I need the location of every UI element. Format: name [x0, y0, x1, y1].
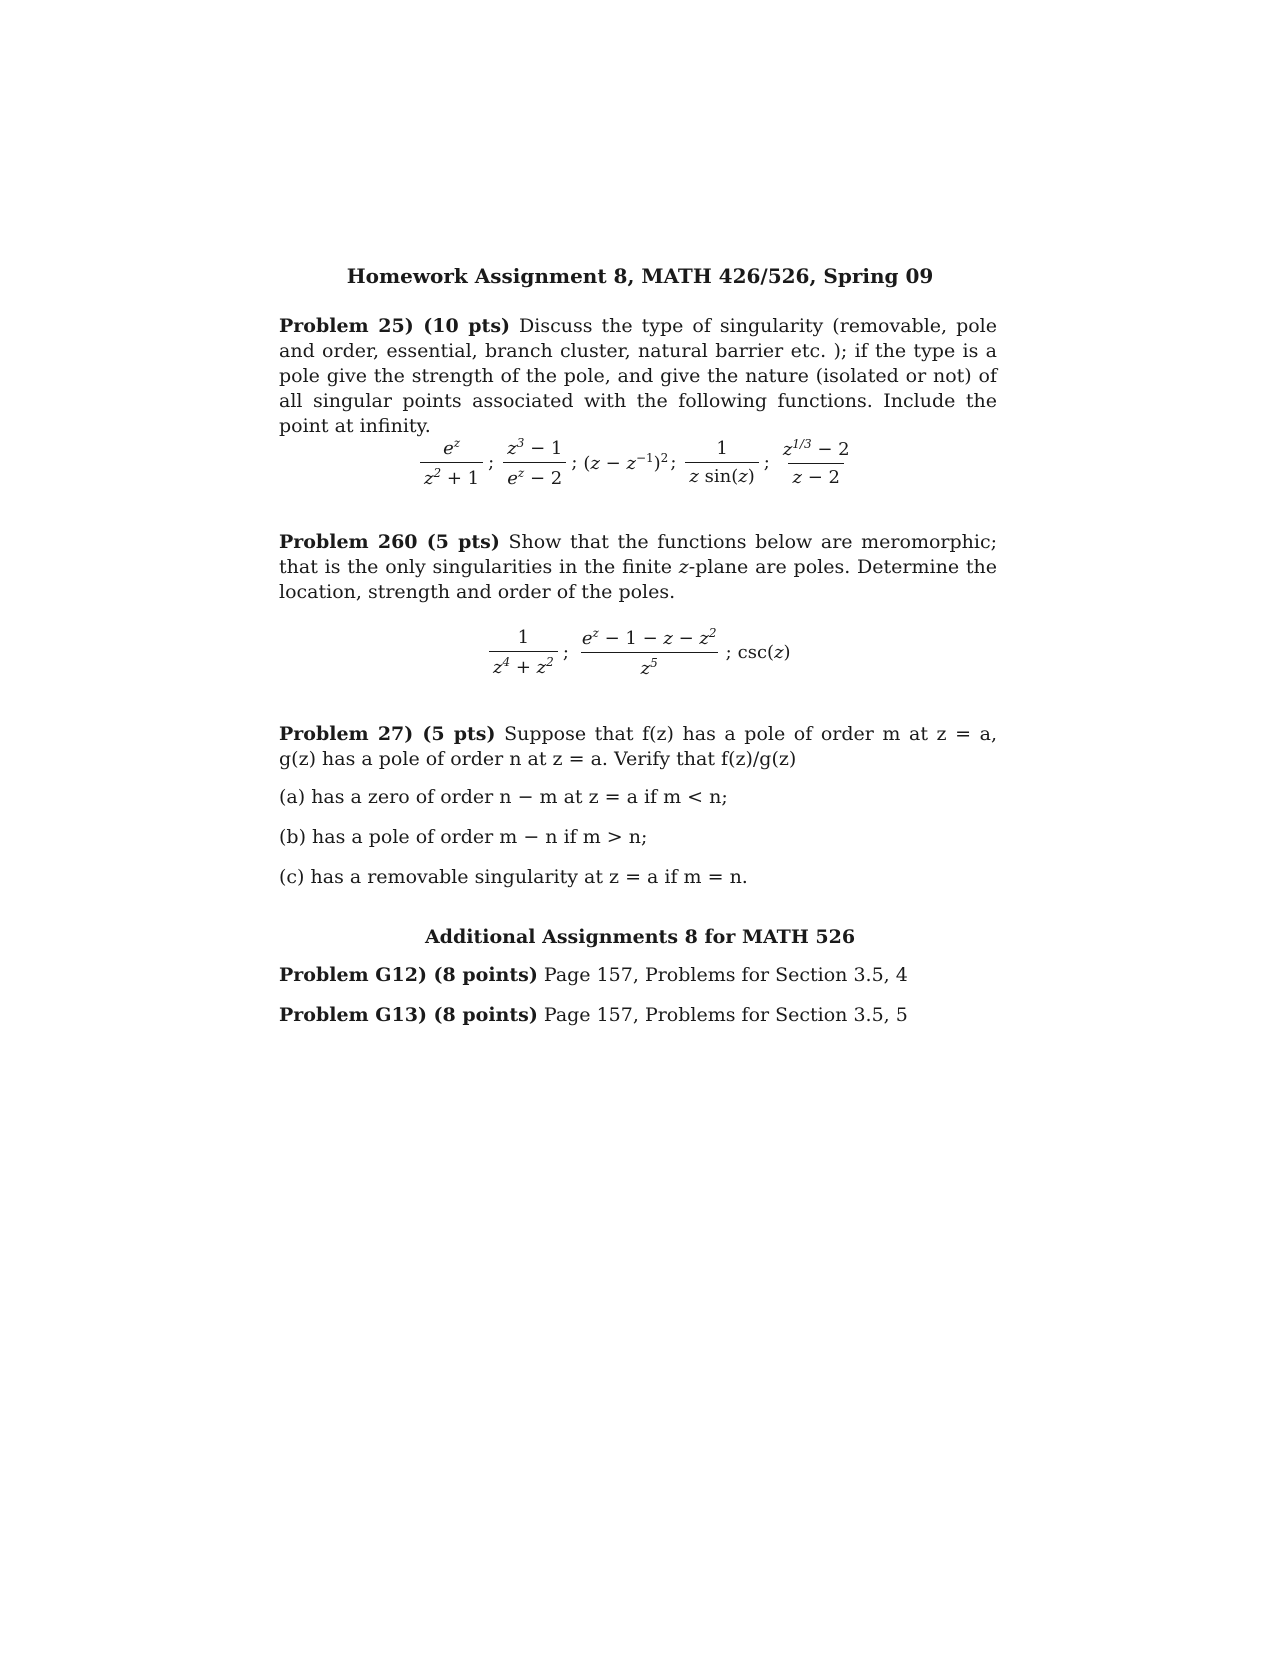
problem-27-label: Problem 27) (5 pts) [279, 723, 496, 745]
problem-g12 [279, 964, 908, 986]
problem-260-label: Problem 260 (5 pts) [279, 531, 500, 553]
function-z-minus-inverse-squared: $(z - z^{-1})^2$ [583, 451, 669, 474]
problem-27-item-b: (b) has a pole of order m − n if m > n; [279, 826, 648, 848]
function-exp-series-over-z5: $\frac{e^z - 1 - z - z^2}{z^5}$ [581, 626, 717, 679]
function-z3-minus-1-over-exp-minus-2: $\frac{z^3 - 1}{e^z - 2}$ [503, 436, 566, 489]
additional-assignments-title: Additional Assignments 8 for MATH 526 [424, 926, 856, 948]
problem-25-functions: $\frac{e^z}{z^2 + 1}$ ; $\frac{z^3 - 1}{e^z - 2}$ ; $(z - z^{-1})^2$ ; $\frac{1}{\text{z sin(z)}}$ ; $\frac{z^{1/3} - 2}{z - 2}$ [417, 436, 857, 489]
problem-260-z: z [678, 556, 689, 578]
problem-27-item-a: (a) has a zero of order n − m at z = a if m < n; [279, 786, 728, 808]
problem-g13-label: Problem G13) (8 points) [279, 1004, 538, 1026]
function-exp-over-z2-plus-1: $\frac{e^z}{z^2 + 1}$ [420, 436, 483, 489]
problem-25-label: Problem 25) (10 pts) [279, 315, 511, 337]
problem-260-functions: $\frac{1}{z^4 + z^2}$ ; $\frac{e^z - 1 - z - z^2}{z^5}$ ; csc(z) [486, 626, 791, 679]
problem-260-text-b: -plane are poles. Determine the location, strength and order of the poles. [279, 556, 997, 603]
function-cube-root-minus-2: $\frac{z^{1/3} - 2}{z - 2}$ [782, 437, 850, 488]
problem-g13-text: Page 157, Problems for Section 3.5, 5 [543, 1004, 908, 1026]
function-csc: csc(z) [737, 642, 791, 663]
problem-27-paragraph [279, 722, 997, 772]
problem-25-text: Discuss the type of singularity (removable, pole and order, essential, branch cluster, natural barrier etc. ); if the type is a pole give the strength of the pole, and give the nature (isolated or not) of all singular points associated with the following functions. Include the point at infinity. [279, 315, 997, 437]
function-one-over-z4-plus-z2: $\frac{1}{z^4 + z^2}$ [489, 627, 558, 678]
problem-25-paragraph [279, 314, 997, 439]
problem-27-text: Suppose that f(z) has a pole of order m at z = a, g(z) has a pole of order n at z = a. Verify that f(z)/g(z) [279, 723, 997, 770]
problem-g12-label: Problem G12) (8 points) [279, 964, 538, 986]
problem-g13 [279, 1004, 908, 1026]
document-title: Homework Assignment 8, MATH 426/526, Spring 09 [346, 264, 934, 288]
problem-260-text-a: Show that the functions below are meromorphic; that is the only singularities in the finite [279, 531, 997, 578]
problem-260-paragraph [279, 530, 997, 605]
problem-g12-text: Page 157, Problems for Section 3.5, 4 [543, 964, 908, 986]
function-one-over-z-sin: $\frac{1}{\text{z sin(z)}}$ [685, 438, 758, 487]
problem-27-item-c: (c) has a removable singularity at z = a if m = n. [279, 866, 748, 888]
